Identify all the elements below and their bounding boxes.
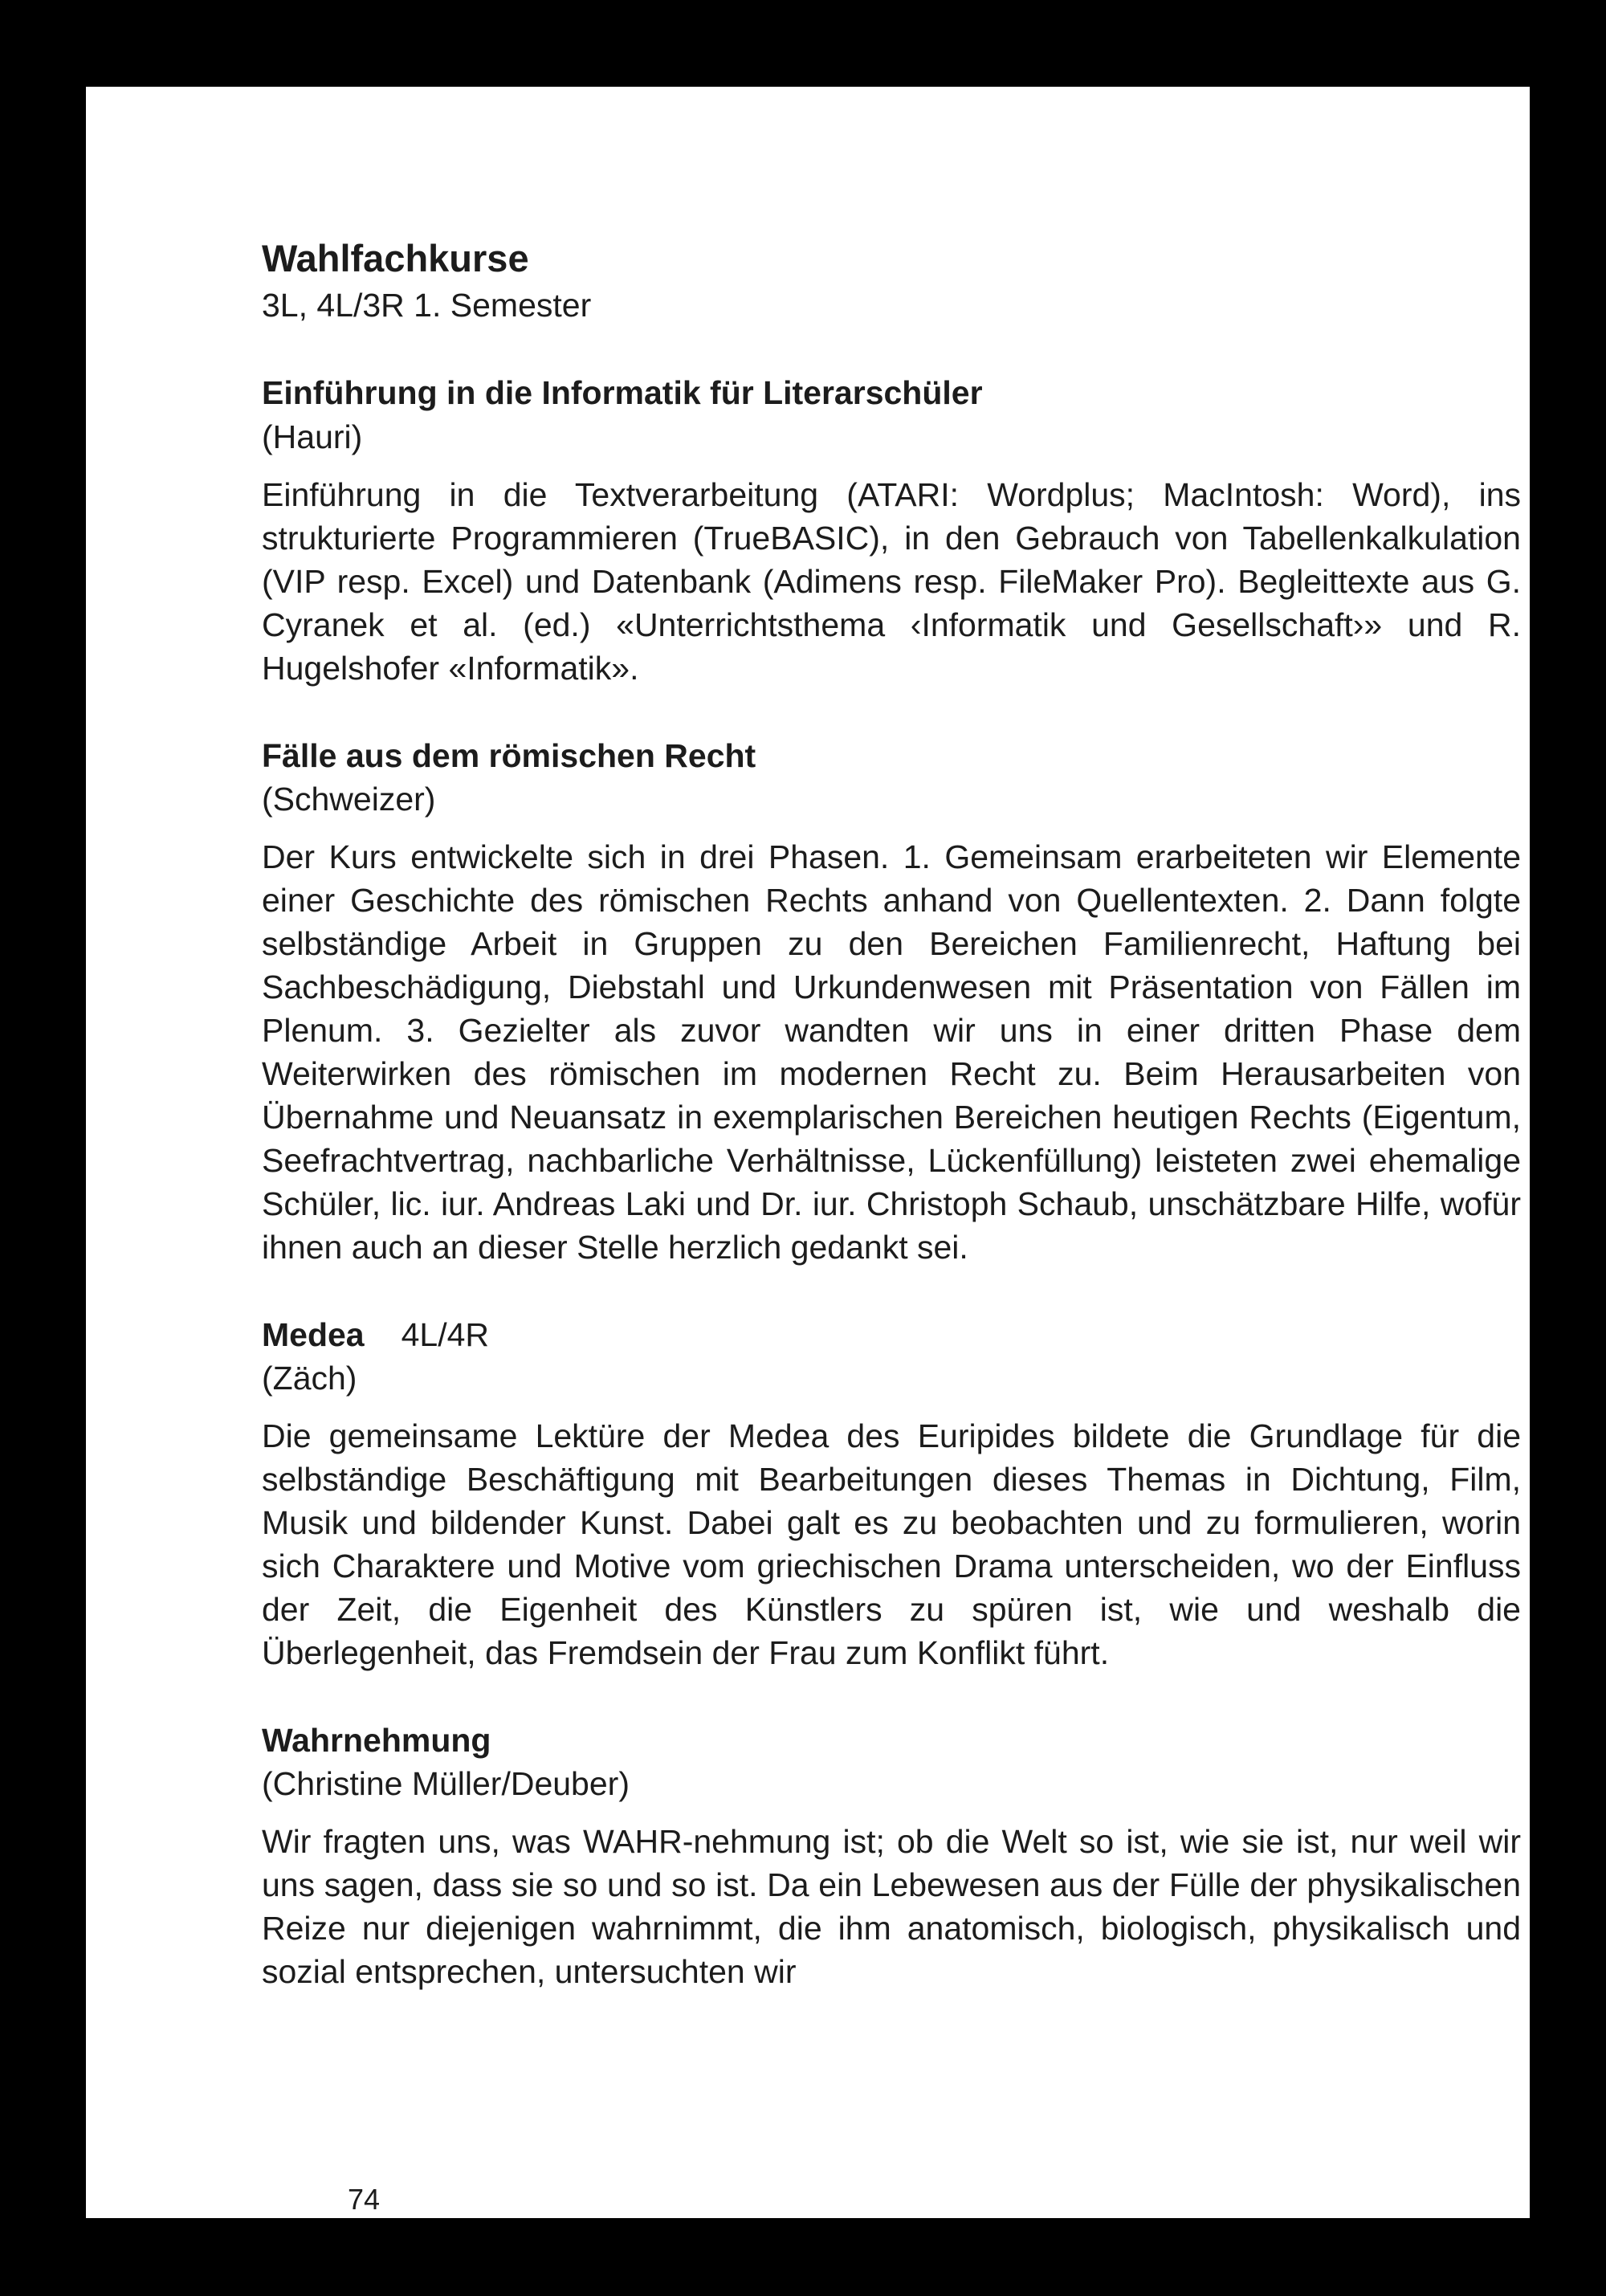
course-term: 4L/4R — [401, 1315, 490, 1353]
course-teacher: (Schweizer) — [262, 780, 436, 818]
course-section — [262, 1313, 1521, 1674]
course-title-line — [262, 1313, 1521, 1356]
page-title: Wahlfachkurse — [262, 237, 529, 279]
course-section — [262, 1719, 1521, 1993]
course-description: Einführung in die Textverarbeitung (ATARI: Wordplus; MacIntosh: Word), ins strukturierte Programmieren (TrueBASIC), in den Gebrauch von Tabellenkalkulation (VIP resp. Excel) und Datenbank (Adimens resp. FileMaker Pro). Begleittexte aus G. Cyranek et al. (ed.) «Unterrichtsthema ‹Informatik und Gesellschaft›» und R. Hugelshofer «Informatik». — [262, 475, 1521, 687]
course-title: Einführung in die Informatik für Literarschüler — [262, 374, 983, 412]
course-description: Wir fragten uns, was WAHR-nehmung ist; ob die Welt so ist, wie sie ist, nur weil wir uns sagen, dass sie so und so ist. Da ein Lebewesen aus der Fülle der physikalischen Reize nur diejenigen wahrnimmt, die ihm anatomisch, biologisch, physikalisch und sozial entsprechen, untersuchten wir — [262, 1823, 1521, 1991]
course-description: Die gemeinsame Lektüre der Medea des Euripides bildete die Grundlage für die selbständige Beschäftigung mit Bearbeitungen dieses Themas in Dichtung, Film, Musik und bildender Kunst. Dabei galt es zu beobachten und zu formulieren, worin sich Charaktere und Motive vom griechischen Drama unterscheiden, wo der Einfluss der Zeit, die Eigenheit des Künstlers zu spüren ist, wie und weshalb die Überlegenheit, das Fremdsein der Frau zum Konflikt führt. — [262, 1417, 1521, 1672]
course-teacher: (Hauri) — [262, 418, 363, 455]
course-section — [262, 734, 1521, 1269]
course-title: Fälle aus dem römischen Recht — [262, 736, 756, 774]
course-description: Der Kurs entwickelte sich in drei Phasen. 1. Gemeinsam erarbeiteten wir Elemente einer Geschichte des römischen Rechts anhand von Quellentexten. 2. Dann folgte selbständige Arbeit in Gruppen zu den Bereichen Familienrecht, Haftung bei Sachbeschädigung, Diebstahl und Urkundenwesen mit Präsentation von Fällen im Plenum. 3. Gezielter als zuvor wandten wir uns in einer dritten Phase dem Weiterwirken des römischen im modernen Recht zu. Beim Herausarbeiten von Übernahme und Neuansatz in exemplarischen Bereichen heutigen Rechts (Eigentum, Seefrachtvertrag, nachbarliche Verhältnisse, Lückenfüllung) leisteten zwei ehemalige Schüler, lic. iur. Andreas Laki und Dr. iur. Christoph Schaub, unschätzbare Hilfe, wofür ihnen auch an dieser Stelle herzlich gedankt sei. — [262, 838, 1521, 1266]
class-semester-line: 3L, 4L/3R 1. Semester — [262, 287, 592, 324]
page-content — [262, 234, 1521, 1993]
course-section — [262, 371, 1521, 689]
course-teacher: (Zäch) — [262, 1359, 357, 1397]
document-page — [86, 87, 1530, 2218]
course-title: Medea — [262, 1315, 365, 1353]
page-number: 74 — [348, 2183, 381, 2216]
course-title: Wahrnehmung — [262, 1722, 491, 1760]
course-teacher: (Christine Müller/Deuber) — [262, 1765, 630, 1803]
